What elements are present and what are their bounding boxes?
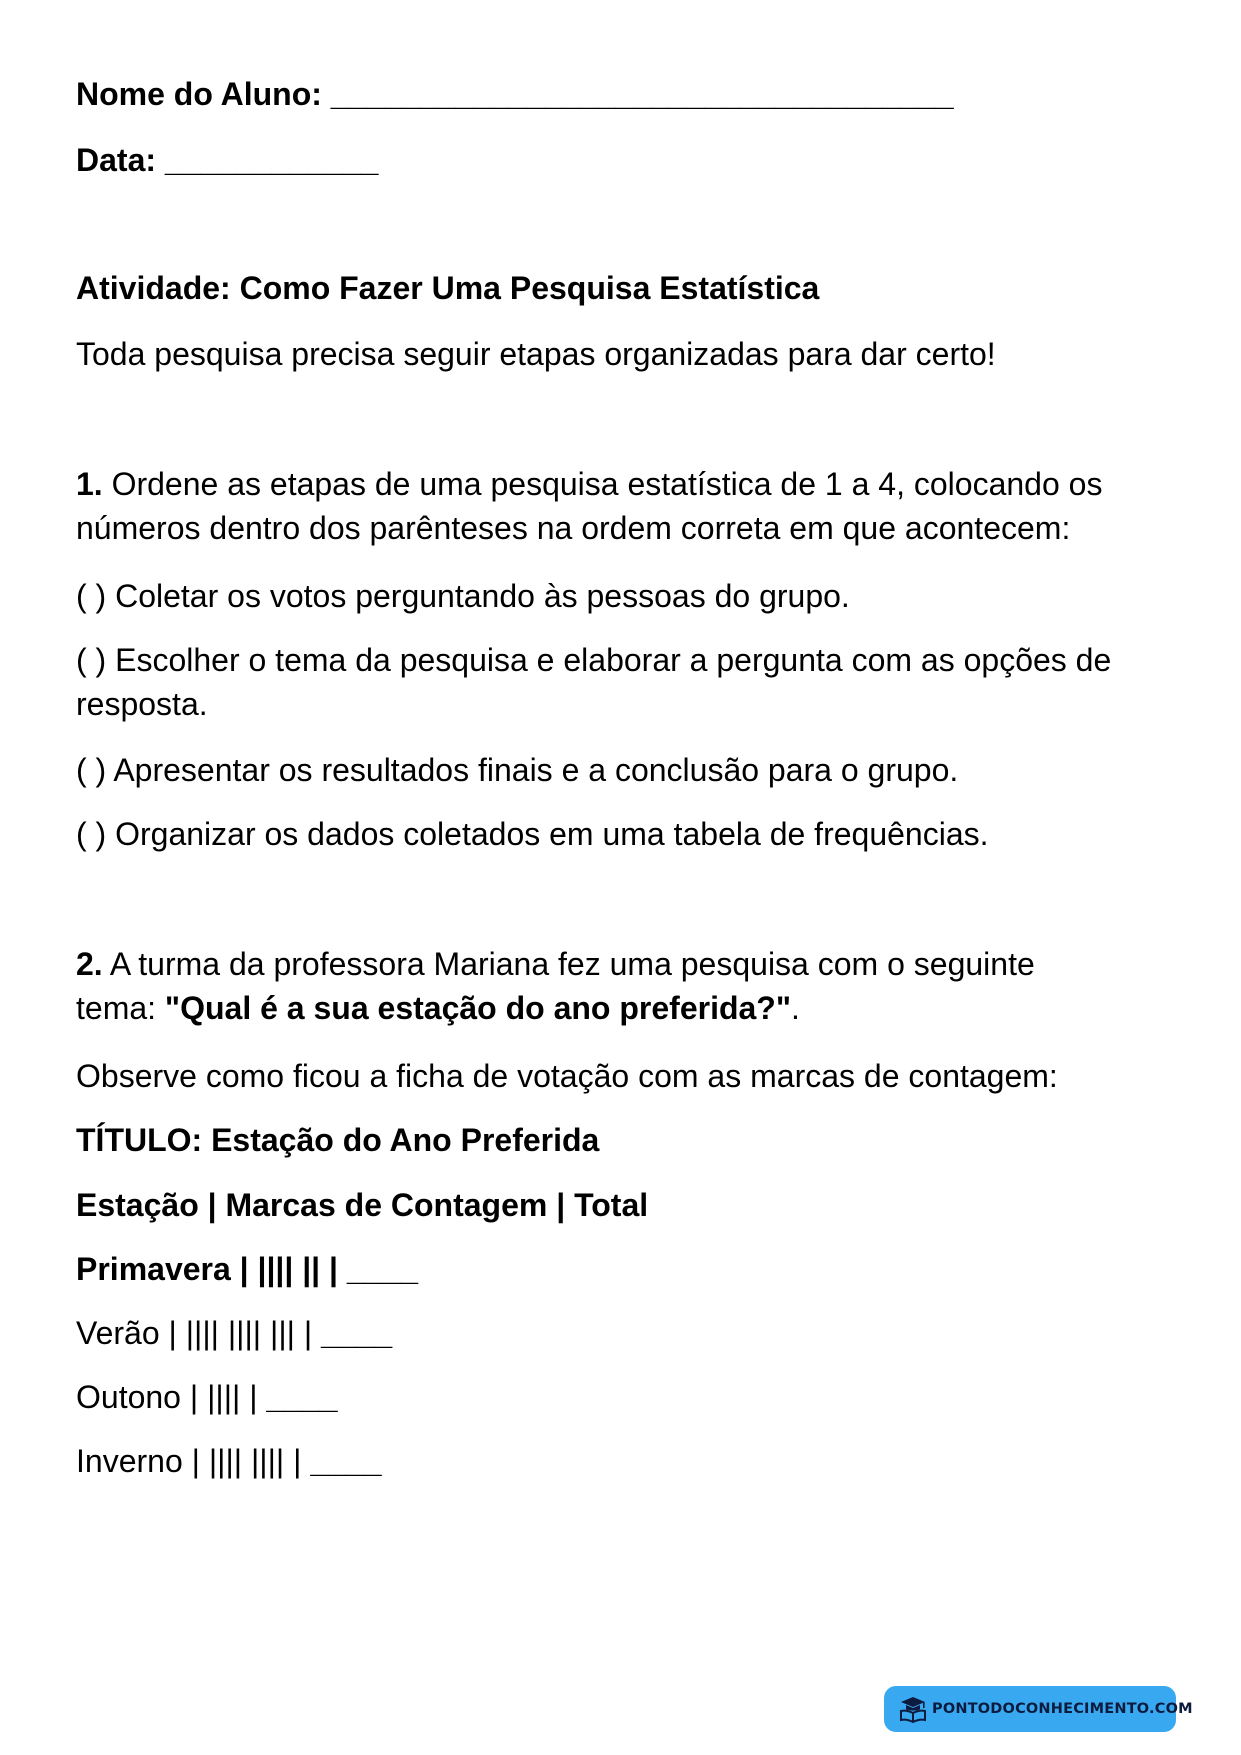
site-logo: [884, 1686, 1193, 1732]
tally-row-blank: ____: [346, 1251, 419, 1287]
date-label: Data:: [76, 142, 157, 178]
question-1-item: ( ) Escolher o tema da pesquisa e elaborar a pergunta com as opções de resposta.: [76, 642, 1112, 722]
question-2-number: 2.: [76, 946, 103, 982]
question-1-prompt: [76, 462, 1176, 550]
tally-row-label: Primavera | |||| || |: [76, 1251, 347, 1287]
tally-table-title: TÍTULO: Estação do Ano Preferida: [76, 1122, 600, 1158]
activity-intro: Toda pesquisa precisa seguir etapas organizadas para dar certo!: [76, 336, 996, 372]
question-1-text: Ordene as etapas de uma pesquisa estatística de 1 a 4, colocando os números dentro dos parênteses na ordem correta em que acontecem:: [76, 466, 1103, 546]
tally-row-outono: [76, 1375, 338, 1419]
logo-text: PONTODOCONHECIMENTO.COM: [932, 1701, 1193, 1717]
tally-row-blank: ____: [321, 1315, 393, 1351]
tally-row-verao: [76, 1311, 392, 1355]
tally-row-inverno: [76, 1439, 382, 1483]
student-name-line: [76, 72, 954, 116]
date-line: [76, 138, 378, 182]
question-2-text: A turma da professora Mariana fez uma pesquisa com o seguinte tema:: [76, 946, 1035, 1026]
tally-table-header: Estação | Marcas de Contagem | Total: [76, 1187, 649, 1223]
tally-row-label: Inverno | |||| |||| |: [76, 1443, 311, 1479]
question-1-item: ( ) Organizar os dados coletados em uma tabela de frequências.: [76, 816, 989, 852]
question-1-number: 1.: [76, 466, 103, 502]
question-1-item: ( ) Apresentar os resultados finais e a conclusão para o grupo.: [76, 752, 959, 788]
question-2-observe: Observe como ficou a ficha de votação com as marcas de contagem:: [76, 1058, 1058, 1094]
question-2-quote: "Qual é a sua estação do ano preferida?": [164, 990, 792, 1026]
student-name-blank: ___________________________________: [330, 76, 954, 112]
question-2-end: .: [791, 990, 800, 1026]
student-name-label: Nome do Aluno:: [76, 76, 322, 112]
tally-row-blank: ____: [310, 1443, 382, 1479]
tally-row-blank: ____: [266, 1379, 338, 1415]
tally-row-label: Verão | |||| |||| ||| |: [76, 1315, 322, 1351]
book-graduation-cap-icon: [898, 1694, 928, 1724]
activity-title: Atividade: Como Fazer Uma Pesquisa Estatística: [76, 270, 820, 306]
date-blank: ____________: [164, 142, 379, 178]
question-1-item: ( ) Coletar os votos perguntando às pessoas do grupo.: [76, 578, 850, 614]
question-2-prompt: [76, 942, 1106, 1030]
tally-row-primavera: [76, 1247, 418, 1291]
tally-row-label: Outono | |||| |: [76, 1379, 267, 1415]
